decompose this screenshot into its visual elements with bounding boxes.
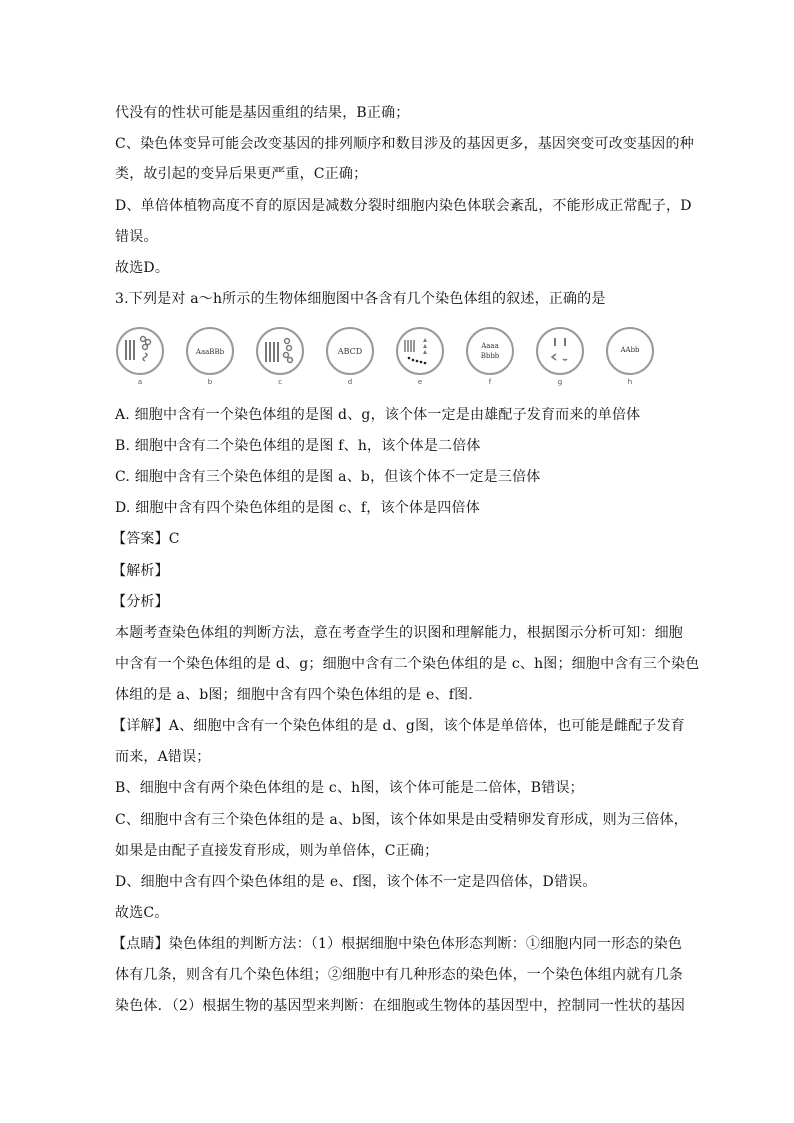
cell-label: d (347, 378, 353, 386)
svg-text:Bbbb: Bbbb (480, 352, 500, 360)
text-line: 故选D。 (115, 260, 170, 276)
cell-diagram-h (605, 326, 655, 376)
text-line: 故选C。 (115, 905, 169, 921)
text-line: D、单倍体植物高度不育的原因是减数分裂时细胞内染色体联会紊乱，不能形成正常配子，D (115, 198, 692, 214)
cell-diagram-e (395, 326, 445, 376)
text-line: 代没有的性状可能是基因重组的结果，B正确； (115, 105, 410, 121)
svg-text:ABCD: ABCD (337, 347, 363, 356)
cell-diagram-g (535, 326, 585, 376)
option-a: A. 细胞中含有一个染色体组的是图 d、g，该个体一定是由雄配子发育而来的单倍体 (115, 407, 641, 423)
text-line: C、细胞中含有三个染色体组的是 a、b图，该个体如果是由受精卵发育形成，则为三倍体， (115, 812, 688, 828)
text-line: 中含有一个染色体组的是 d、g；细胞中含有二个染色体组的是 c、h图；细胞中含有三个染色 (115, 656, 700, 672)
cell-diagram-b (185, 326, 235, 376)
cell-label: e (417, 378, 423, 386)
cell-diagram-f (465, 326, 515, 376)
svg-text:Aaaa: Aaaa (481, 342, 499, 350)
text-line: 而来，A错误； (115, 749, 211, 765)
cell-label: c (278, 378, 282, 386)
text-line: 如果是由配子直接发育形成，则为单倍体，C正确； (115, 843, 439, 859)
cell-label: h (627, 378, 633, 386)
cell-diagram-d (325, 326, 375, 376)
cell-diagrams-figure (115, 326, 655, 390)
cell-label: f (488, 378, 492, 386)
question-stem: 3.下列是对 a～h所示的生物体细胞图中各含有几个染色体组的叙述，正确的是 (115, 291, 606, 307)
option-c: C. 细胞中含有三个染色体组的是图 a、b，但该个体不一定是三倍体 (115, 469, 541, 485)
text-line: 类，故引起的变异后果更严重，C正确； (115, 166, 368, 182)
cell-label: g (557, 378, 563, 386)
cell-diagram-c (255, 326, 305, 376)
text-line: D、细胞中含有四个染色体组的是 e、f图，该个体不一定是四倍体，D错误。 (115, 874, 597, 890)
option-d: D. 细胞中含有四个染色体组的是图 c、f，该个体是四倍体 (115, 500, 480, 516)
cell-diagram-a (115, 326, 165, 376)
text-line: 染色体．（2）根据生物的基因型来判断：在细胞或生物体的基因型中，控制同一性状的基因 (115, 998, 686, 1014)
text-line: 【点睛】染色体组的判断方法：（1）根据细胞中染色体形态判断：①细胞内同一形态的染色 (112, 936, 683, 952)
answer-label: 【答案】C (112, 531, 180, 547)
svg-text:AaaBBb: AaaBBb (195, 348, 225, 356)
svg-text:AAbb: AAbb (620, 346, 640, 354)
fenxi-heading: 【分析】 (112, 594, 169, 610)
cell-label: b (207, 378, 213, 386)
cell-label: a (137, 378, 143, 386)
text-line: 体组的是 a、b图；细胞中含有四个染色体组的是 e、f图. (115, 687, 473, 703)
text-line: 【详解】A、细胞中含有一个染色体组的是 d、g图，该个体是单倍体，也可能是雌配子发育 (112, 718, 685, 734)
text-line: C、染色体变异可能会改变基因的排列顺序和数目涉及的基因更多，基因突变可改变基因的种 (115, 136, 694, 152)
option-b: B. 细胞中含有二个染色体组的是图 f、h，该个体是二倍体 (115, 438, 481, 454)
analysis-heading: 【解析】 (112, 563, 169, 579)
text-line: 错误。 (115, 229, 158, 245)
text-line: B、细胞中含有两个染色体组的是 c、h图，该个体可能是二倍体，B错误； (115, 780, 584, 796)
text-line: 本题考查染色体组的判断方法，意在考查学生的识图和理解能力，根据图示分析可知：细胞 (115, 625, 683, 641)
text-line: 体有几条，则含有几个染色体组；②细胞中有几种形态的染色体，一个染色体组内就有几条 (115, 967, 683, 983)
